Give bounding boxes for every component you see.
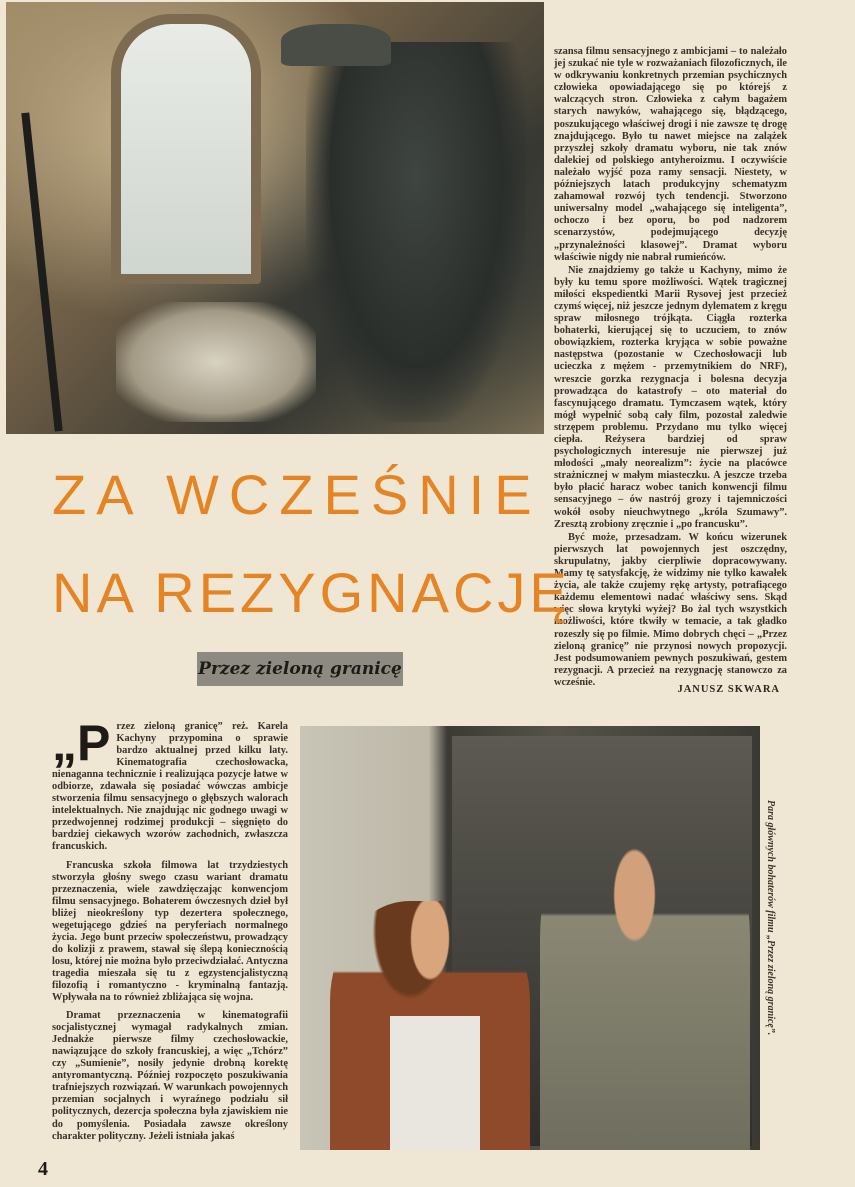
apron [390,1016,480,1150]
article-column-right [554,46,787,690]
iron-pipe [21,112,62,431]
author-name: JANUSZ SKWARA [677,684,780,695]
film-title: Przez zieloną granicę [198,659,402,679]
paragraph: Dramat przeznaczenia w kinematografii socjalistycznej wymagał radykalnych zmian. Jednakże pierwsze filmy czechosłowackie, nawiązujące do szkoły francuskiej, a więc „Tchórz” czy „Sumienie”, nosiły jedynie drobną korektę antyromantyczną. Później rozpoczęto poszukiwania trafniejszych rozwiązań. W warunkach powojennych przemian socjalnych i wyraźnego podziału sił politycznych, dezercja społeczna była zjawiskiem nie do pomyślenia. Posiadała zawsze określony charakter polityczny. Jeżeli istniała jakaś [52,1010,288,1142]
film-still-soldiers-ruins [6,2,544,434]
film-still-couple [300,726,760,1150]
paragraph: Nie znajdziemy go także u Kachyny, mimo że były ku temu spore możliwości. Wątek tragicznej miłości ekspedientki Marii Rysovej jest przecież czymś więcej, niż jeszcze jednym dylematem z kręgu spraw miłosnego trójkąta. Ciągła rozterka bohaterki, kierującej się to uczuciem, to znów obowiązkiem, rozterka kryjąca w sobie poważne następstwa (pozostanie w Czechosłowacji lub ucieczka z mężem - przemytnikiem do NRF), wreszcie gorzka rezygnacja i bolesna decyzja prowadząca do katastrofy – oto materiał do fascynującego dramatu. Tymczasem wątek, który mógł wypełnić sobą cały film, pozostał zaledwie strzępem problemu. Przydano mu tylko więcej ciepła. Reżysera bardziej od spraw psychologicznych interesuje nie pierwszej już młodości „mały neorealizm”: życie na placówce strażnicznej w małym miasteczku. A jeszcze trzeba było płacić haracz wobec tanich konwencji filmu sensacyjnego – ów nastrój grozy i tajemniczości wokół osoby nieuchwytnego „króla Szumawy”. Zresztą zrobiony zręcznie i „po francusku”. [554,264,787,530]
ruined-window [111,14,261,284]
subtitle-band [197,652,403,686]
paragraph: Być może, przesadzam. W końcu wizerunek pierwszych lat powojennych jest oszczędny, skrupulatny, jakby cierpliwie dopracowywany. Mamy tę satysfakcję, że widzimy nie tylko kawałek życia, ale także czujemy rękę artysty, potrafiącego każdemu elementowi nadać właściwy sens. Skąd więc słowa krytyki wyżej? Bo żal tych wszystkich możliwości, które tkwiły w temacie, a tak gładko rozeszły się po filmie. Mimo dobrych chęci – „Przez zieloną granicę” nie przynosi nowych propozycji. Jest podsumowaniem pewnych poszukiwań, gestem rezygnacji. A przecież na rezygnację stanowczo za wcześnie. [554,531,787,688]
soldier-cap [281,24,391,66]
lead-paragraph [52,715,288,854]
drop-cap: „P [52,715,111,771]
article-column-left [52,715,288,1149]
headline-line-1: ZA WCZEŚNIE [52,463,542,526]
paragraph: Francuska szkoła filmowa lat trzydziestych stworzyła głośny swego czasu wariant dramatu przeznaczenia, wiele zawdzięczając konwencjom filmu sensacyjnego. Bohaterem ówczesnych dzieł był bliżej nieokreślony typ dezertera społecznego, wegetującego gdzieś na peryferiach normalnego życia. Jego bunt przeciw społeczeństwu, prowadzący do kolizji z prawem, stawał się ślepą koniecznością losu, której nie można było przeciwdziałać. Antyczna tragedia mieszała się tu z egzystencjalistyczną filozofią i romantyczno - kryminalną fantazją. Wpływała na to również zbliżająca się wojna. [52,859,288,1004]
photo-caption: Para głównych bohaterów filmu „Przez zieloną granicę”. [765,800,776,1036]
page-number: 4 [38,1158,48,1180]
soldier-foreground [306,42,526,422]
soldier-figure [540,796,750,1150]
paragraph: szansa filmu sensacyjnego z ambicjami – to należało jej szukać nie tyle w rozważaniach filozoficznych, ile w odkrywaniu konkretnych przemian psychicznych człowieka opowiadającego się po którejś z walczących stron. Człowieka z całym bagażem starych nawyków, wahającego się, błądzącego, poszukującego właściwej drogi i nie zawsze tę drogę znajdującego. Było tu nawet miejsce na zalążek przyszłej szkoły dramatu wyboru, nie tak znów dalekiej od polskiego antyheroizmu. I oczywiście należało wyjść poza ramy sensacji. Niestety, w późniejszych latach produkcyjny schematyzm zahamował rozwój tych tendencji. Stworzono uniwersalny model „wahającego się inteligenta”, ochoczo i bez oporu, bo pod nadzorem scenarzystów, podejmującego decyzję „przynależności klasowej”. Dramat wyboru właściwie nigdy nie nabrał rumieńców. [554,46,787,263]
lead-text: rzez zieloną granicę” reż. Karela Kachyny przypomina o sprawie bardzo aktualnej przed kilku laty. Kinematografia czechosłowacka, nienaganna technicznie i realizująca pozycje łatwe w odbiorze, zdawała się posiadać wówczas ambicje stworzenia filmu sensacyjnego o głębszych walorach intelektualnych. Nie znajdując nic godnego uwagi w przedwojennej rodzimej produkcji – sięgnięto do bardziej ciekawych wzorów zachodnich, zwłaszcza francuskich. [52,721,288,853]
headline-line-2: NA REZYGNACJĘ [52,561,571,624]
rubble [116,302,316,422]
